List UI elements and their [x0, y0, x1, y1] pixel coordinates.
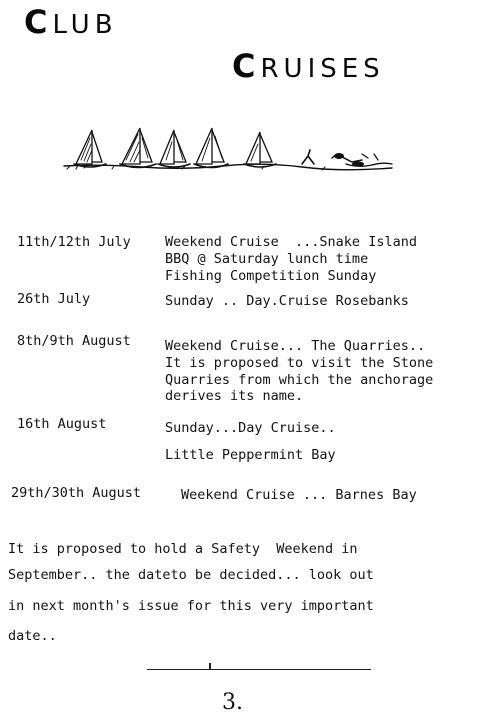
schedule-line: Little Peppermint Bay: [165, 447, 336, 463]
schedule-line: Weekend Cruise ...Snake Island: [165, 234, 417, 250]
title-club-rest: LUB: [52, 10, 118, 40]
notice-line: September.. the dateto be decided... look out: [8, 567, 374, 583]
schedule-line: Weekend Cruise ... Barnes Bay: [181, 487, 417, 503]
title-cruises: [232, 47, 385, 85]
schedule-line: derives its name.: [165, 388, 304, 404]
notice-line: It is proposed to hold a Safety Weekend in: [8, 541, 358, 557]
divider-line: [147, 669, 371, 670]
schedule-line: Sunday...Day Cruise..: [165, 420, 336, 436]
divider-tick: [209, 663, 211, 669]
notice-line: date..: [8, 628, 57, 644]
title-cruises-rest: RUISES: [260, 54, 385, 84]
schedule-date: 16th August: [17, 416, 107, 432]
schedule-line: Sunday .. Day.Cruise Rosebanks: [165, 293, 409, 309]
title-club: [24, 3, 118, 41]
schedule-date: 8th/9th August: [17, 333, 131, 349]
schedule-line: It is proposed to visit the Stone: [165, 355, 434, 371]
schedule-line: BBQ @ Saturday lunch time: [165, 251, 369, 267]
schedule-date: 29th/30th August: [11, 485, 142, 501]
title-cruises-initial: C: [232, 47, 261, 85]
schedule-line: Quarries from which the anchorage: [165, 372, 434, 388]
notice-line: in next month's issue for this very important: [8, 598, 374, 614]
schedule-date: 26th July: [17, 291, 91, 307]
page-number: 3.: [222, 690, 243, 715]
title-club-initial: C: [24, 3, 53, 41]
schedule-date: 11th/12th July: [17, 234, 131, 250]
schedule-line: Weekend Cruise... The Quarries..: [165, 338, 426, 354]
schedule-line: Fishing Competition Sunday: [165, 268, 377, 284]
sailboats-illustration: [62, 124, 397, 176]
